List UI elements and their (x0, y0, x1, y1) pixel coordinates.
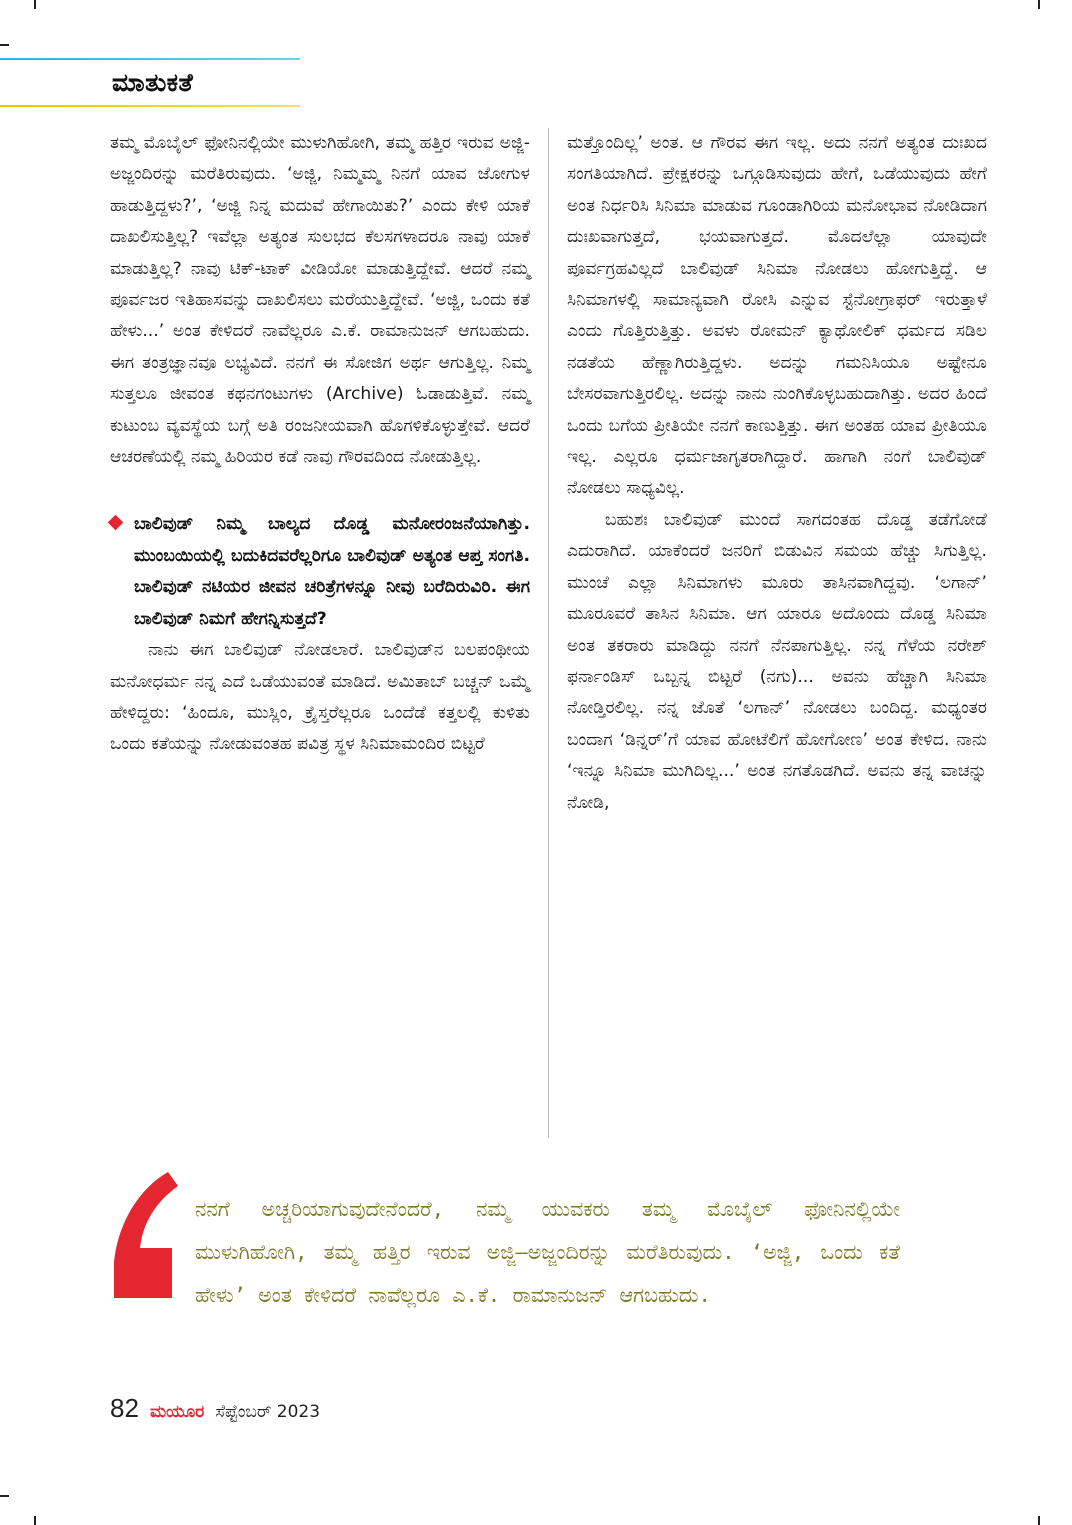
pull-quote (110, 1170, 900, 1350)
page-number: 82 (110, 1393, 139, 1423)
crop-mark (1038, 0, 1040, 9)
crop-mark (1038, 1516, 1040, 1525)
page-footer (110, 1393, 320, 1427)
diamond-bullet-icon (108, 515, 124, 531)
body-paragraph: ಮತ್ತೊಂದಿಲ್ಲ’ ಅಂತ. ಆ ಗೌರವ ಈಗ ಇಲ್ಲ. ಅದು ನನಗೆ ಅತ್ಯಂತ ದುಃಖದ ಸಂಗತಿಯಾಗಿದೆ. ಪ್ರೇಕ್ಷಕರನ್ನು ಒಗ್ಗೂಡಿಸುವುದು ಹೇಗೆ, ಒಡೆಯುವುದು ಹೇಗೆ ಅಂತ ನಿರ್ಧರಿಸಿ ಸಿನಿಮಾ ಮಾಡುವ ಗೂಂಡಾಗಿರಿಯ ಮನೋಭಾವ ನೋಡಿದಾಗ ದುಃಖವಾಗುತ್ತದೆ, ಭಯವಾಗುತ್ತದೆ. ಮೊದಲೆಲ್ಲಾ ಯಾವುದೇ ಪೂರ್ವಗ್ರಹವಿಲ್ಲದೆ ಬಾಲಿವುಡ್ ಸಿನಿಮಾ ನೋಡಲು ಹೋಗುತ್ತಿದ್ದೆ. ಆ ಸಿನಿಮಾಗಳಲ್ಲಿ ಸಾಮಾನ್ಯವಾಗಿ ರೋಸಿ ಎನ್ನುವ ಸ್ಟೆನೋಗ್ರಾಫರ್ ಇರುತ್ತಾಳೆ ಎಂದು ಗೊತ್ತಿರುತ್ತಿತ್ತು. ಅವಳು ರೋಮನ್ ಕ್ಯಾಥೋಲಿಕ್ ಧರ್ಮದ ಸಡಿಲ ನಡತೆಯ ಹೆಣ್ಣಾಗಿರುತ್ತಿದ್ದಳು. ಅದನ್ನು ಗಮನಿಸಿಯೂ ಅಷ್ಟೇನೂ ಬೇಸರವಾಗುತ್ತಿರಲಿಲ್ಲ. ಅದನ್ನು ನಾನು ನುಂಗಿಕೊಳ್ಳಬಹುದಾಗಿತ್ತು. ಅದರ ಹಿಂದೆ ಒಂದು ಬಗೆಯ ಪ್ರೀತಿಯೇ ನನಗೆ ಕಾಣುತ್ತಿತ್ತು. ಈಗ ಅಂತಹ ಯಾವ ಪ್ರೀತಿಯೂ ಇಲ್ಲ. ಎಲ್ಲರೂ ಧರ್ಮಜಾಗೃತರಾಗಿದ್ದಾರೆ. ಹಾಗಾಗಿ ನಂಗೆ ಬಾಲಿವುಡ್ ನೋಡಲು ಸಾಧ್ಯವಿಲ್ಲ. (567, 133, 987, 499)
pull-quote-text: ನನಗೆ ಅಚ್ಚರಿಯಾಗುವುದೇನೆಂದರೆ, ನಮ್ಮ ಯುವಕರು ತಮ್ಮ ಮೊಬೈಲ್ ಫೋನಿನಲ್ಲಿಯೇ ಮುಳುಗಿಹೋಗಿ, ತಮ್ಮ ಹತ್ತಿರ ಇರುವ ಅಜ್ಜಿ–ಅಜ್ಜಂದಿರನ್ನು ಮರೆತಿರುವುದು. ‘ಅಜ್ಜಿ, ಒಂದು ಕತೆ ಹೇಳು’ ಅಂತ ಕೇಳಿದರೆ ನಾವೆಲ್ಲರೂ ಎ.ಕೆ. ರಾಮಾನುಜನ್ ಆಗಬಹುದು. (195, 1197, 900, 1307)
header-rule-cyan (0, 58, 300, 60)
question-text: ಬಾಲಿವುಡ್ ನಿಮ್ಮ ಬಾಲ್ಯದ ದೊಡ್ಡ ಮನೋರಂಜನೆಯಾಗಿತ್ತು. ಮುಂಬಯಿಯಲ್ಲಿ ಬದುಕಿದವರೆಲ್ಲರಿಗೂ ಬಾಲಿವುಡ್ ಅತ್ಯಂತ ಆಪ್ತ ಸಂಗತಿ. ಬಾಲಿವುಡ್ ನಟಿಯರ ಜೀವನ ಚರಿತ್ರೆಗಳನ್ನೂ ನೀವು ಬರೆದಿರುವಿರಿ. ಈಗ ಬಾಲಿವುಡ್ ನಿಮಗೆ ಹೇಗನ್ನಿಸುತ್ತದೆ? (134, 514, 530, 629)
right-column (567, 128, 987, 819)
left-column (110, 128, 530, 761)
body-paragraph: ತಮ್ಮ ಮೊಬೈಲ್ ಫೋನಿನಲ್ಲಿಯೇ ಮುಳುಗಿಹೋಗಿ, ತಮ್ಮ ಹತ್ತಿರ ಇರುವ ಅಜ್ಜಿ-ಅಜ್ಜಂದಿರನ್ನು ಮರೆತಿರುವುದು. ‘ಅಜ್ಜಿ, ನಿಮ್ಮಮ್ಮ ನಿನಗೆ ಯಾವ ಜೋಗುಳ ಹಾಡುತ್ತಿದ್ದಳು?’, ‘ಅಜ್ಜಿ ನಿನ್ನ ಮದುವೆ ಹೇಗಾಯಿತು?’ ಎಂದು ಕೇಳಿ ಯಾಕೆ ದಾಖಲಿಸುತ್ತಿಲ್ಲ? ಇವೆಲ್ಲಾ ಅತ್ಯಂತ ಸುಲಭದ ಕೆಲಸಗಳಾದರೂ ನಾವು ಯಾಕೆ ಮಾಡುತ್ತಿಲ್ಲ? ನಾವು ಟಿಕ್-ಟಾಕ್ ವೀಡಿಯೋ ಮಾಡುತ್ತಿದ್ದೇವೆ. ಆದರೆ ನಮ್ಮ ಪೂರ್ವಜರ ಇತಿಹಾಸವನ್ನು ದಾಖಲಿಸಲು ಮರೆಯುತ್ತಿದ್ದೇವೆ. ‘ಅಜ್ಜಿ, ಒಂದು ಕತೆ ಹೇಳು...’ ಅಂತ ಕೇಳಿದರೆ ನಾವೆಲ್ಲರೂ ಎ.ಕೆ. ರಾಮಾನುಜನ್ ಆಗಬಹುದು. ಈಗ ತಂತ್ರಜ್ಞಾನವೂ ಲಭ್ಯವಿದೆ. ನನಗೆ ಈ ಸೋಜಿಗ ಅರ್ಥ ಆಗುತ್ತಿಲ್ಲ. ನಿಮ್ಮ ಸುತ್ತಲೂ ಜೀವಂತ ಕಥನಗಂಟುಗಳು (Archive) ಓಡಾಡುತ್ತಿವೆ. ನಮ್ಮ ಕುಟುಂಬ ವ್ಯವಸ್ಥೆಯ ಬಗ್ಗೆ ಅತಿ ರಂಜನೀಯವಾಗಿ ಹೊಗಳಿಕೊಳ್ಳುತ್ತೇವೆ. ಆದರೆ ಆಚರಣೆಯಲ್ಲಿ ನಮ್ಮ ಹಿರಿಯರ ಕಡೆ ನಾವು ಗೌರವದಿಂದ ನೋಡುತ್ತಿಲ್ಲ. (110, 133, 530, 468)
section-title: ಮಾತುಕತೆ (112, 68, 194, 97)
interview-question (110, 509, 530, 635)
crop-mark (34, 1516, 36, 1525)
header-rule-yellow (0, 105, 300, 107)
crop-mark (34, 0, 36, 9)
column-divider (548, 128, 549, 1138)
crop-mark (0, 44, 9, 46)
quote-mark-icon (110, 1170, 180, 1300)
body-paragraph: ಬಹುಶಃ ಬಾಲಿವುಡ್ ಮುಂದೆ ಸಾಗದಂತಹ ದೊಡ್ಡ ತಡೆಗೋಡೆ ಎದುರಾಗಿದೆ. ಯಾಕೆಂದರೆ ಜನರಿಗೆ ಬಿಡುವಿನ ಸಮಯ ಹೆಚ್ಚು ಸಿಗುತ್ತಿಲ್ಲ. ಮುಂಚೆ ಎಲ್ಲಾ ಸಿನಿಮಾಗಳು ಮೂರು ತಾಸಿನವಾಗಿದ್ದವು. ‘ಲಗಾನ್’ ಮೂರೂವರೆ ತಾಸಿನ ಸಿನಿಮಾ. ಆಗ ಯಾರೂ ಅದೊಂದು ದೊಡ್ಡ ಸಿನಿಮಾ ಅಂತ ತಕರಾರು ಮಾಡಿದ್ದು ನನಗೆ ನೆನಪಾಗುತ್ತಿಲ್ಲ. ನನ್ನ ಗೆಳೆಯ ನರೇಶ್ ಫರ್ನಾಂಡಿಸ್ ಒಬ್ಬನ್ನ ಬಿಟ್ಟರೆ (ನಗು)... ಅವನು ಹೆಚ್ಚಾಗಿ ಸಿನಿಮಾ ನೋಡ್ತಿರಲಿಲ್ಲ. ನನ್ನ ಜೊತೆ ‘ಲಗಾನ್’ ನೋಡಲು ಬಂದಿದ್ದ. ಮಧ್ಯಂತರ ಬಂದಾಗ ‘ಡಿನ್ನರ್’ಗೆ ಯಾವ ಹೋಟೆಲಿಗೆ ಹೋಗೋಣ’ ಅಂತ ಕೇಳಿದ. ನಾನು ‘ಇನ್ನೂ ಸಿನಿಮಾ ಮುಗಿದಿಲ್ಲ...’ ಅಂತ ನಗತೊಡಗಿದೆ. ಅವನು ತನ್ನ ವಾಚನ್ನು ನೋಡಿ, (567, 509, 987, 813)
section-header (0, 58, 300, 110)
magazine-logo: ಮಯೂರ (150, 1402, 205, 1422)
answer-paragraph: ನಾನು ಈಗ ಬಾಲಿವುಡ್ ನೋಡಲಾರೆ. ಬಾಲಿವುಡ್‌ನ ಬಲಪಂಥೀಯ ಮನೋಧರ್ಮ ನನ್ನ ಎದೆ ಒಡೆಯುವಂತೆ ಮಾಡಿದೆ. ಅಮಿತಾಬ್ ಬಚ್ಚನ್ ಒಮ್ಮೆ ಹೇಳಿದ್ದರು: ‘ಹಿಂದೂ, ಮುಸ್ಲಿಂ, ಕ್ರೈಸ್ತರೆಲ್ಲರೂ ಒಂದೆಡೆ ಕತ್ತಲಲ್ಲಿ ಕುಳಿತು ಒಂದು ಕತೆಯನ್ನು ನೋಡುವಂತಹ ಪವಿತ್ರ ಸ್ಥಳ ಸಿನಿಮಾಮಂದಿರ ಬಿಟ್ಟರೆ (110, 640, 530, 755)
crop-mark (0, 1495, 9, 1497)
issue-date: ಸೆಪ್ಟೆಂಬರ್ 2023 (215, 1402, 321, 1422)
